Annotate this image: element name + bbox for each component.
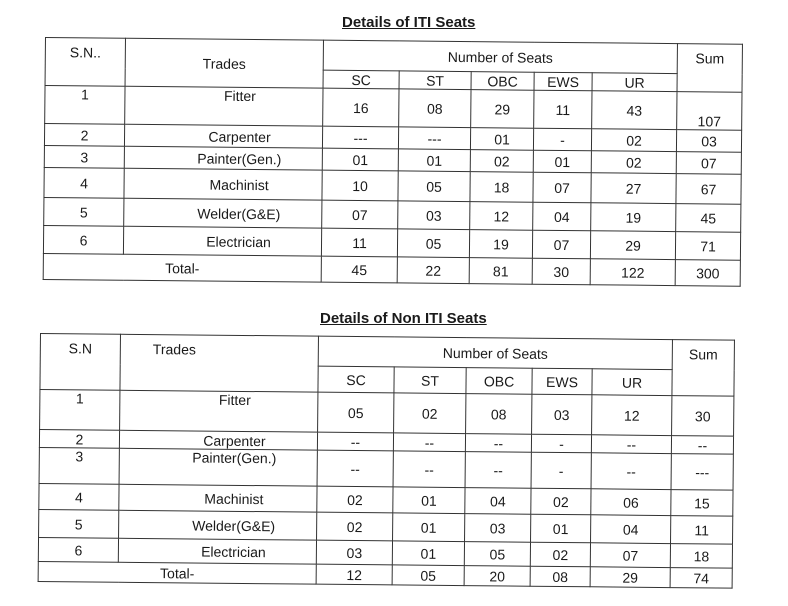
ews-total: 30 (532, 258, 590, 285)
st-cell: -- (393, 451, 465, 488)
sc-cell: 07 (322, 200, 398, 229)
sc-total: 12 (316, 564, 392, 585)
table-row (40, 390, 734, 437)
sum-header: Sum (677, 44, 742, 93)
sc-cell: 03 (316, 540, 392, 565)
obc-cell: 19 (469, 230, 532, 259)
sc-cell: 05 (318, 392, 394, 433)
sum-cell: 11 (671, 516, 733, 545)
ews-cell: 04 (533, 202, 591, 231)
ur-header: UR (592, 369, 672, 396)
ur-cell: 12 (592, 395, 672, 436)
sc-cell: 02 (317, 486, 393, 513)
ews-cell: 01 (533, 150, 591, 173)
ur-cell: 19 (591, 203, 676, 232)
ews-total: 08 (530, 566, 590, 587)
ews-cell: 02 (530, 542, 590, 567)
ur-total: 122 (590, 259, 675, 286)
trade-cell: Machinist (124, 168, 322, 200)
sc-header: SC (323, 70, 399, 89)
ews-cell: - (531, 452, 591, 489)
st-cell: 03 (398, 201, 470, 230)
trade-cell: Electrician (123, 226, 321, 256)
ur-cell: 07 (590, 543, 670, 568)
ur-cell: 43 (592, 91, 677, 130)
sn-header: S.N (40, 334, 121, 391)
obc-cell: 02 (470, 150, 533, 173)
sn-cell: 1 (45, 86, 125, 125)
ur-cell: 02 (591, 151, 676, 174)
sum-cell: 30 (672, 396, 734, 437)
sn-cell: 6 (38, 537, 118, 562)
obc-cell: 01 (470, 128, 533, 151)
sum-cell: 67 (676, 174, 741, 205)
sum-total: 300 (675, 260, 740, 287)
sn-cell: 4 (44, 167, 124, 198)
sum-cell: 45 (676, 204, 741, 233)
st-cell: 01 (393, 487, 465, 514)
ur-cell: 27 (591, 173, 676, 204)
sc-cell: 11 (321, 228, 397, 257)
ews-cell: 11 (534, 90, 592, 129)
ur-cell: 29 (590, 231, 675, 260)
total-label: Total- (38, 561, 316, 584)
sum-total: 74 (670, 568, 732, 589)
sc-cell: 16 (323, 88, 399, 127)
st-cell: 05 (398, 171, 470, 202)
obc-cell: 04 (465, 488, 531, 515)
sc-cell: --- (322, 126, 398, 149)
sn-header: S.N.. (45, 38, 125, 87)
sc-cell: 01 (322, 148, 398, 171)
ews-header: EWS (534, 72, 592, 91)
trade-cell: Welder(G&E) (124, 198, 322, 228)
trade-cell: Electrician (118, 538, 316, 564)
number-of-seats-header: Number of Seats (318, 336, 672, 369)
sc-header: SC (318, 366, 394, 393)
trade-cell: Welder(G&E) (119, 510, 317, 540)
ews-cell: 01 (531, 514, 591, 543)
trade-cell: Painter(Gen.) (124, 146, 322, 170)
sc-cell: 02 (317, 512, 393, 541)
sn-cell: 4 (39, 483, 119, 510)
ur-cell: 04 (591, 515, 671, 544)
obc-cell: 05 (464, 542, 530, 567)
st-cell: 01 (392, 541, 464, 566)
st-header: ST (399, 71, 471, 90)
table-row (45, 86, 742, 131)
trade-cell: Fitter (120, 390, 318, 432)
number-of-seats-header: Number of Seats (323, 40, 677, 73)
sn-cell: 2 (39, 430, 119, 449)
obc-header: OBC (471, 72, 534, 91)
ur-cell: 02 (591, 129, 676, 152)
st-cell: 08 (399, 89, 471, 128)
sum-cell: 107 (677, 92, 742, 131)
ews-header: EWS (532, 368, 592, 395)
non-iti-seats-title: Details of Non ITI Seats (320, 310, 487, 327)
obc-cell: 29 (471, 90, 534, 129)
sum-cell: 15 (671, 490, 733, 517)
sc-cell: -- (317, 432, 393, 451)
ews-cell: 07 (533, 172, 591, 203)
non-iti-seats-table (38, 333, 735, 589)
obc-cell: 12 (470, 202, 533, 231)
sum-cell: 18 (670, 544, 732, 569)
sum-cell: 71 (675, 232, 740, 261)
sc-total: 45 (321, 256, 397, 283)
st-cell: 01 (393, 513, 465, 542)
ur-cell: 06 (591, 489, 671, 516)
iti-seats-table (43, 37, 743, 287)
trades-header: Trades (120, 334, 319, 392)
iti-seats-title: Details of ITI Seats (342, 14, 476, 31)
sc-cell: 10 (322, 170, 398, 201)
st-cell: 02 (394, 393, 466, 434)
ur-cell: -- (591, 435, 671, 454)
sn-cell: 5 (39, 509, 119, 538)
st-cell: 01 (398, 149, 470, 172)
sn-cell: 6 (43, 225, 123, 254)
ews-cell: 07 (532, 230, 590, 259)
trade-cell: Machinist (119, 484, 317, 512)
st-cell: 05 (397, 229, 469, 258)
obc-header: OBC (466, 368, 532, 395)
sum-cell: 03 (676, 130, 741, 153)
sn-cell: 5 (44, 197, 124, 226)
obc-cell: -- (465, 434, 531, 453)
trades-header: Trades (125, 38, 323, 88)
st-total: 05 (392, 565, 464, 586)
sn-cell: 3 (44, 145, 124, 168)
obc-cell: 03 (465, 514, 531, 543)
st-header: ST (394, 367, 466, 394)
sc-cell: -- (317, 450, 393, 487)
trade-cell: Carpenter (124, 124, 322, 148)
st-total: 22 (397, 257, 469, 284)
sum-cell: 07 (676, 152, 741, 175)
ur-cell: -- (591, 453, 671, 490)
obc-cell: 08 (466, 394, 532, 435)
total-label: Total- (43, 253, 321, 282)
total-row (43, 253, 740, 286)
trade-cell: Carpenter (119, 430, 317, 450)
trade-cell: Fitter (125, 86, 323, 126)
ews-cell: 02 (531, 488, 591, 515)
ews-cell: 03 (532, 394, 592, 435)
obc-total: 81 (469, 258, 532, 285)
trade-cell: Painter(Gen.) (119, 448, 317, 486)
sum-cell: --- (671, 454, 733, 491)
ur-total: 29 (590, 567, 670, 588)
sn-cell: 1 (40, 390, 120, 431)
obc-cell: 18 (470, 172, 533, 203)
st-cell: --- (398, 127, 470, 150)
st-cell: -- (393, 433, 465, 452)
ur-header: UR (592, 73, 677, 92)
obc-cell: -- (465, 452, 531, 489)
sn-cell: 3 (39, 447, 119, 484)
sum-cell: -- (671, 436, 733, 455)
sn-cell: 2 (44, 124, 124, 147)
ews-cell: - (531, 434, 591, 453)
ews-cell: - (533, 128, 591, 151)
sum-header: Sum (672, 340, 735, 397)
obc-total: 20 (464, 566, 530, 587)
